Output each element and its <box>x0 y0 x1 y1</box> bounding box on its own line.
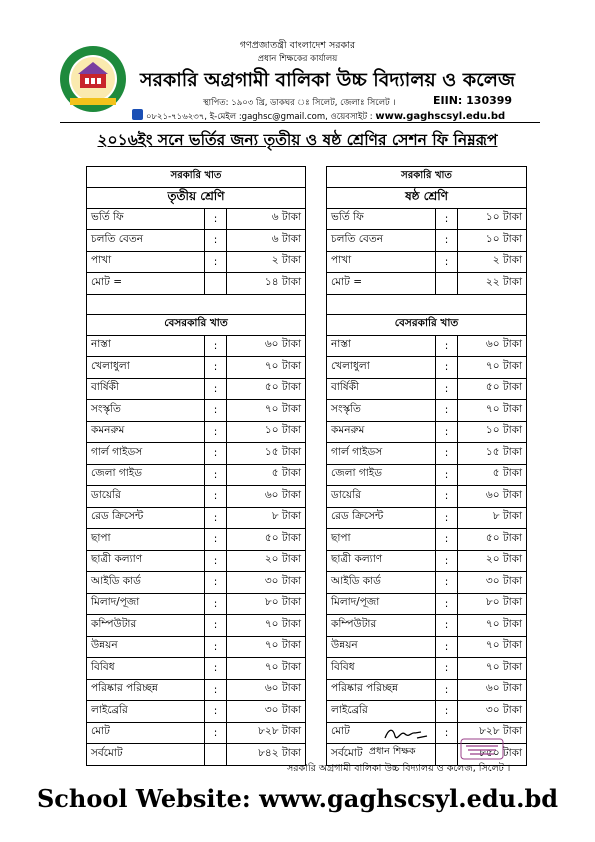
fee-colon: : <box>205 636 227 658</box>
fee-colon: : <box>436 572 458 594</box>
contact-website: www.gaghscsyl.edu.bd <box>375 111 506 122</box>
fee-amount: ৩০ টাকা <box>458 572 527 594</box>
fee-amount: ৮২৮ টাকা <box>227 722 306 744</box>
table-row <box>87 550 527 572</box>
column-gap <box>306 507 327 529</box>
fee-colon: : <box>205 507 227 529</box>
column-gap <box>306 378 327 400</box>
fee-item: নাস্তা <box>327 335 436 357</box>
nongovt-header-left: বেসরকারি খাত <box>87 315 306 336</box>
fee-colon: : <box>205 251 227 273</box>
fee-item: মিলাদ/পূজা <box>327 593 436 615</box>
fee-colon: : <box>205 443 227 465</box>
fee-item: খেলাধুলা <box>327 357 436 379</box>
fee-amount: ৮৪২ টাকা <box>227 744 306 766</box>
eiin-number: EIIN: 130399 <box>433 94 513 107</box>
table-row <box>87 251 527 273</box>
phone-icon <box>132 109 143 120</box>
table-row <box>87 357 527 379</box>
header-divider <box>60 122 540 123</box>
fee-colon: : <box>205 572 227 594</box>
fee-colon: : <box>205 529 227 551</box>
fee-colon: : <box>205 421 227 443</box>
column-gap <box>306 636 327 658</box>
fee-colon: : <box>436 357 458 379</box>
column-gap <box>306 529 327 551</box>
fee-amount: ৬ টাকা <box>227 208 306 230</box>
column-gap <box>306 572 327 594</box>
fee-colon: : <box>205 550 227 572</box>
fee-item: মোট = <box>327 273 436 295</box>
table-row <box>87 421 527 443</box>
column-gap <box>306 464 327 486</box>
column-gap <box>306 315 327 336</box>
table-row <box>87 486 527 508</box>
nongovt-header-right: বেসরকারি খাত <box>327 315 527 336</box>
fee-colon: : <box>436 507 458 529</box>
fee-amount: ৫ টাকা <box>458 464 527 486</box>
column-gap <box>306 251 327 273</box>
table-row <box>87 636 527 658</box>
column-gap <box>306 208 327 230</box>
fee-colon: : <box>205 335 227 357</box>
column-gap <box>306 273 327 295</box>
column-gap <box>306 593 327 615</box>
fee-colon: : <box>436 679 458 701</box>
table-row <box>87 273 527 295</box>
government-name: গণপ্রজাতন্ত্রী বাংলাদেশ সরকার <box>239 40 356 51</box>
fee-item: মোট <box>87 722 205 744</box>
fee-amount: ২ টাকা <box>458 251 527 273</box>
fee-colon: : <box>436 550 458 572</box>
fee-amount: ৭০ টাকা <box>227 400 306 422</box>
table-row <box>87 679 527 701</box>
signatory-title: প্রধান শিক্ষক <box>369 746 416 757</box>
signature-image <box>381 724 431 744</box>
column-gap <box>306 230 327 252</box>
blank-cell <box>87 294 306 315</box>
fee-amount: ৫ টাকা <box>227 464 306 486</box>
fee-item: বিবিধ <box>87 658 205 680</box>
fee-item: চলতি বেতন <box>327 230 436 252</box>
table-row <box>87 701 527 723</box>
fee-table <box>86 166 527 766</box>
fee-colon: : <box>205 400 227 422</box>
fee-item: কম্পিউটার <box>327 615 436 637</box>
fee-colon: : <box>436 593 458 615</box>
fee-amount: ৭০ টাকা <box>227 615 306 637</box>
fee-colon: : <box>436 208 458 230</box>
fee-amount: ৮২৮ টাকা <box>458 722 527 744</box>
fee-item: চলতি বেতন <box>87 230 205 252</box>
fee-colon <box>436 273 458 295</box>
establishment-address: স্থাপিত: ১৯০৩ খ্রি, ডাকঘর ঃ সিলেট, জেলাঃ সিলেট । <box>203 98 396 108</box>
fee-colon: : <box>205 658 227 680</box>
column-gap <box>306 550 327 572</box>
fee-item: বার্ষিকী <box>87 378 205 400</box>
fee-item: মোট <box>327 722 436 744</box>
fee-colon: : <box>436 486 458 508</box>
fee-colon: : <box>436 658 458 680</box>
contact-details: ০৮২১-৭১৬২৩৭, ই-মেইল :gaghsc@gmail.com, ওয়েবসাইট : <box>146 112 373 122</box>
column-gap <box>306 421 327 443</box>
fee-colon: : <box>436 636 458 658</box>
fee-amount: ১৫ টাকা <box>458 443 527 465</box>
school-logo <box>58 44 128 114</box>
fee-amount: ৭০ টাকা <box>458 615 527 637</box>
fee-amount: ৬০ টাকা <box>227 486 306 508</box>
fee-item: রেড ক্রিসেন্ট <box>87 507 205 529</box>
fee-amount: ৬০ টাকা <box>458 335 527 357</box>
fee-amount: ৩০ টাকা <box>458 701 527 723</box>
fee-item: সর্বমোট <box>87 744 205 766</box>
fee-amount: ৩০ টাকা <box>227 572 306 594</box>
table-row <box>87 507 527 529</box>
fee-item: ডায়েরি <box>87 486 205 508</box>
school-website: School Website: www.gaghscsyl.edu.bd <box>36 784 559 813</box>
fee-colon: : <box>205 615 227 637</box>
fee-amount: ২০ টাকা <box>227 550 306 572</box>
table-row <box>87 443 527 465</box>
fee-item: ছাত্রী কল্যাণ <box>87 550 205 572</box>
fee-item: সংস্কৃতি <box>87 400 205 422</box>
fee-amount: ২ টাকা <box>227 251 306 273</box>
column-gap <box>306 294 327 315</box>
fee-colon: : <box>205 357 227 379</box>
fee-amount: ৩০ টাকা <box>227 701 306 723</box>
govt-header-right: সরকারি খাত <box>327 167 527 188</box>
fee-item: পাখা <box>327 251 436 273</box>
column-gap <box>306 187 327 208</box>
fee-amount: ৮৫০ টাকা <box>458 744 527 766</box>
table-row <box>87 464 527 486</box>
fee-colon: : <box>436 251 458 273</box>
fee-item: ডায়েরি <box>327 486 436 508</box>
fee-item: ছাপা <box>87 529 205 551</box>
class-name-left: তৃতীয় শ্রেণি <box>87 187 306 208</box>
fee-item: উন্নয়ন <box>327 636 436 658</box>
fee-item: লাইব্রেরি <box>327 701 436 723</box>
fee-item: আইডি কার্ড <box>87 572 205 594</box>
fee-colon: : <box>205 486 227 508</box>
fee-amount: ১০ টাকা <box>458 230 527 252</box>
fee-colon: : <box>205 464 227 486</box>
fee-amount: ৫০ টাকা <box>227 529 306 551</box>
fee-colon: : <box>436 400 458 422</box>
fee-colon <box>205 744 227 766</box>
column-gap <box>306 658 327 680</box>
fee-amount: ৬ টাকা <box>227 230 306 252</box>
fee-colon: : <box>436 230 458 252</box>
fee-item: ভর্তি ফি <box>327 208 436 230</box>
blank-cell <box>327 294 527 315</box>
fee-item: নাস্তা <box>87 335 205 357</box>
govt-header-left: সরকারি খাত <box>87 167 306 188</box>
fee-item: কমনরুম <box>327 421 436 443</box>
column-gap <box>306 615 327 637</box>
fee-amount: ৭০ টাকা <box>458 400 527 422</box>
fee-item: পরিষ্কার পরিচ্ছন্ন <box>87 679 205 701</box>
fee-amount: ১৪ টাকা <box>227 273 306 295</box>
fee-amount: ৬০ টাকা <box>227 335 306 357</box>
fee-colon <box>205 273 227 295</box>
table-row <box>87 187 527 208</box>
fee-colon: : <box>205 208 227 230</box>
fee-amount: ৮ টাকা <box>458 507 527 529</box>
fee-item: সর্বমোট <box>327 744 436 766</box>
table-row <box>87 400 527 422</box>
fee-item: বিবিধ <box>327 658 436 680</box>
column-gap <box>306 722 327 744</box>
fee-amount: ৬০ টাকা <box>227 679 306 701</box>
class-name-right: ষষ্ঠ শ্রেণি <box>327 187 527 208</box>
fee-colon: : <box>436 701 458 723</box>
fee-amount: ৮০ টাকা <box>227 593 306 615</box>
official-stamp <box>460 738 504 760</box>
fee-item: জেলা গাইড <box>87 464 205 486</box>
fee-amount: ৫০ টাকা <box>458 378 527 400</box>
fee-item: সংস্কৃতি <box>327 400 436 422</box>
document-heading: ২০১৬ইং সনে ভর্তির জন্য তৃতীয় ও ষষ্ঠ শ্রেণির সেশন ফি নিম্নরূপ <box>97 131 498 149</box>
fee-amount: ৭০ টাকা <box>458 357 527 379</box>
column-gap <box>306 486 327 508</box>
fee-item: কমনরুম <box>87 421 205 443</box>
fee-item: ছাপা <box>327 529 436 551</box>
table-row <box>87 335 527 357</box>
fee-item: উন্নয়ন <box>87 636 205 658</box>
table-row <box>87 529 527 551</box>
fee-amount: ১০ টাকা <box>458 208 527 230</box>
fee-colon: : <box>436 378 458 400</box>
table-row <box>87 167 527 188</box>
office-name: প্রধান শিক্ষকের কার্যালয় <box>257 54 338 64</box>
fee-amount: ৭০ টাকা <box>227 658 306 680</box>
fee-amount: ৬০ টাকা <box>458 679 527 701</box>
table-row <box>87 593 527 615</box>
fee-item: গার্ল গাইডস <box>87 443 205 465</box>
fee-item: পরিষ্কার পরিচ্ছন্ন <box>327 679 436 701</box>
fee-amount: ৭০ টাকা <box>458 636 527 658</box>
column-gap <box>306 443 327 465</box>
fee-amount: ১৫ টাকা <box>227 443 306 465</box>
fee-item: লাইব্রেরি <box>87 701 205 723</box>
fee-amount: ৭০ টাকা <box>458 658 527 680</box>
column-gap <box>306 701 327 723</box>
column-gap <box>306 400 327 422</box>
fee-colon: : <box>205 722 227 744</box>
fee-item: মোট = <box>87 273 205 295</box>
signatory-school: সরকারি অগ্রগামী বালিকা উচ্চ বিদ্যালয় ও কলেজ, সিলেট । <box>287 763 511 774</box>
fee-amount: ৬০ টাকা <box>458 486 527 508</box>
fee-colon: : <box>205 679 227 701</box>
column-gap <box>306 679 327 701</box>
fee-colon: : <box>436 443 458 465</box>
fee-item: ভর্তি ফি <box>87 208 205 230</box>
fee-item: বার্ষিকী <box>327 378 436 400</box>
fee-amount: ৫০ টাকা <box>458 529 527 551</box>
fee-colon: : <box>436 529 458 551</box>
fee-colon: : <box>205 701 227 723</box>
fee-amount: ১০ টাকা <box>227 421 306 443</box>
school-name: সরকারি অগ্রগামী বালিকা উচ্চ বিদ্যালয় ও কলেজ <box>140 69 515 91</box>
fee-item: আইডি কার্ড <box>327 572 436 594</box>
fee-colon: : <box>436 421 458 443</box>
fee-amount: ৭০ টাকা <box>227 357 306 379</box>
fee-item: রেড ক্রিসেন্ট <box>327 507 436 529</box>
fee-item: খেলাধুলা <box>87 357 205 379</box>
column-gap <box>306 357 327 379</box>
fee-amount: ৭০ টাকা <box>227 636 306 658</box>
table-row <box>87 294 527 315</box>
fee-table-body <box>87 167 527 766</box>
fee-colon: : <box>436 722 458 744</box>
table-row <box>87 572 527 594</box>
table-row <box>87 230 527 252</box>
fee-item: মিলাদ/পূজা <box>87 593 205 615</box>
fee-amount: ৫০ টাকা <box>227 378 306 400</box>
column-gap <box>306 335 327 357</box>
fee-colon: : <box>436 464 458 486</box>
fee-colon: : <box>205 593 227 615</box>
fee-colon: : <box>436 335 458 357</box>
fee-colon: : <box>205 230 227 252</box>
fee-item: কম্পিউটার <box>87 615 205 637</box>
table-row <box>87 658 527 680</box>
fee-amount: ২২ টাকা <box>458 273 527 295</box>
fee-colon: : <box>205 378 227 400</box>
fee-item: গার্ল গাইডস <box>327 443 436 465</box>
fee-amount: ৮ টাকা <box>227 507 306 529</box>
fee-colon: : <box>436 615 458 637</box>
table-row <box>87 615 527 637</box>
fee-item: জেলা গাইড <box>327 464 436 486</box>
table-row <box>87 208 527 230</box>
fee-item: পাখা <box>87 251 205 273</box>
table-row <box>87 315 527 336</box>
fee-amount: ২০ টাকা <box>458 550 527 572</box>
fee-amount: ৮০ টাকা <box>458 593 527 615</box>
fee-item: ছাত্রী কল্যাণ <box>327 550 436 572</box>
column-gap <box>306 167 327 188</box>
table-row <box>87 378 527 400</box>
fee-amount: ১০ টাকা <box>458 421 527 443</box>
